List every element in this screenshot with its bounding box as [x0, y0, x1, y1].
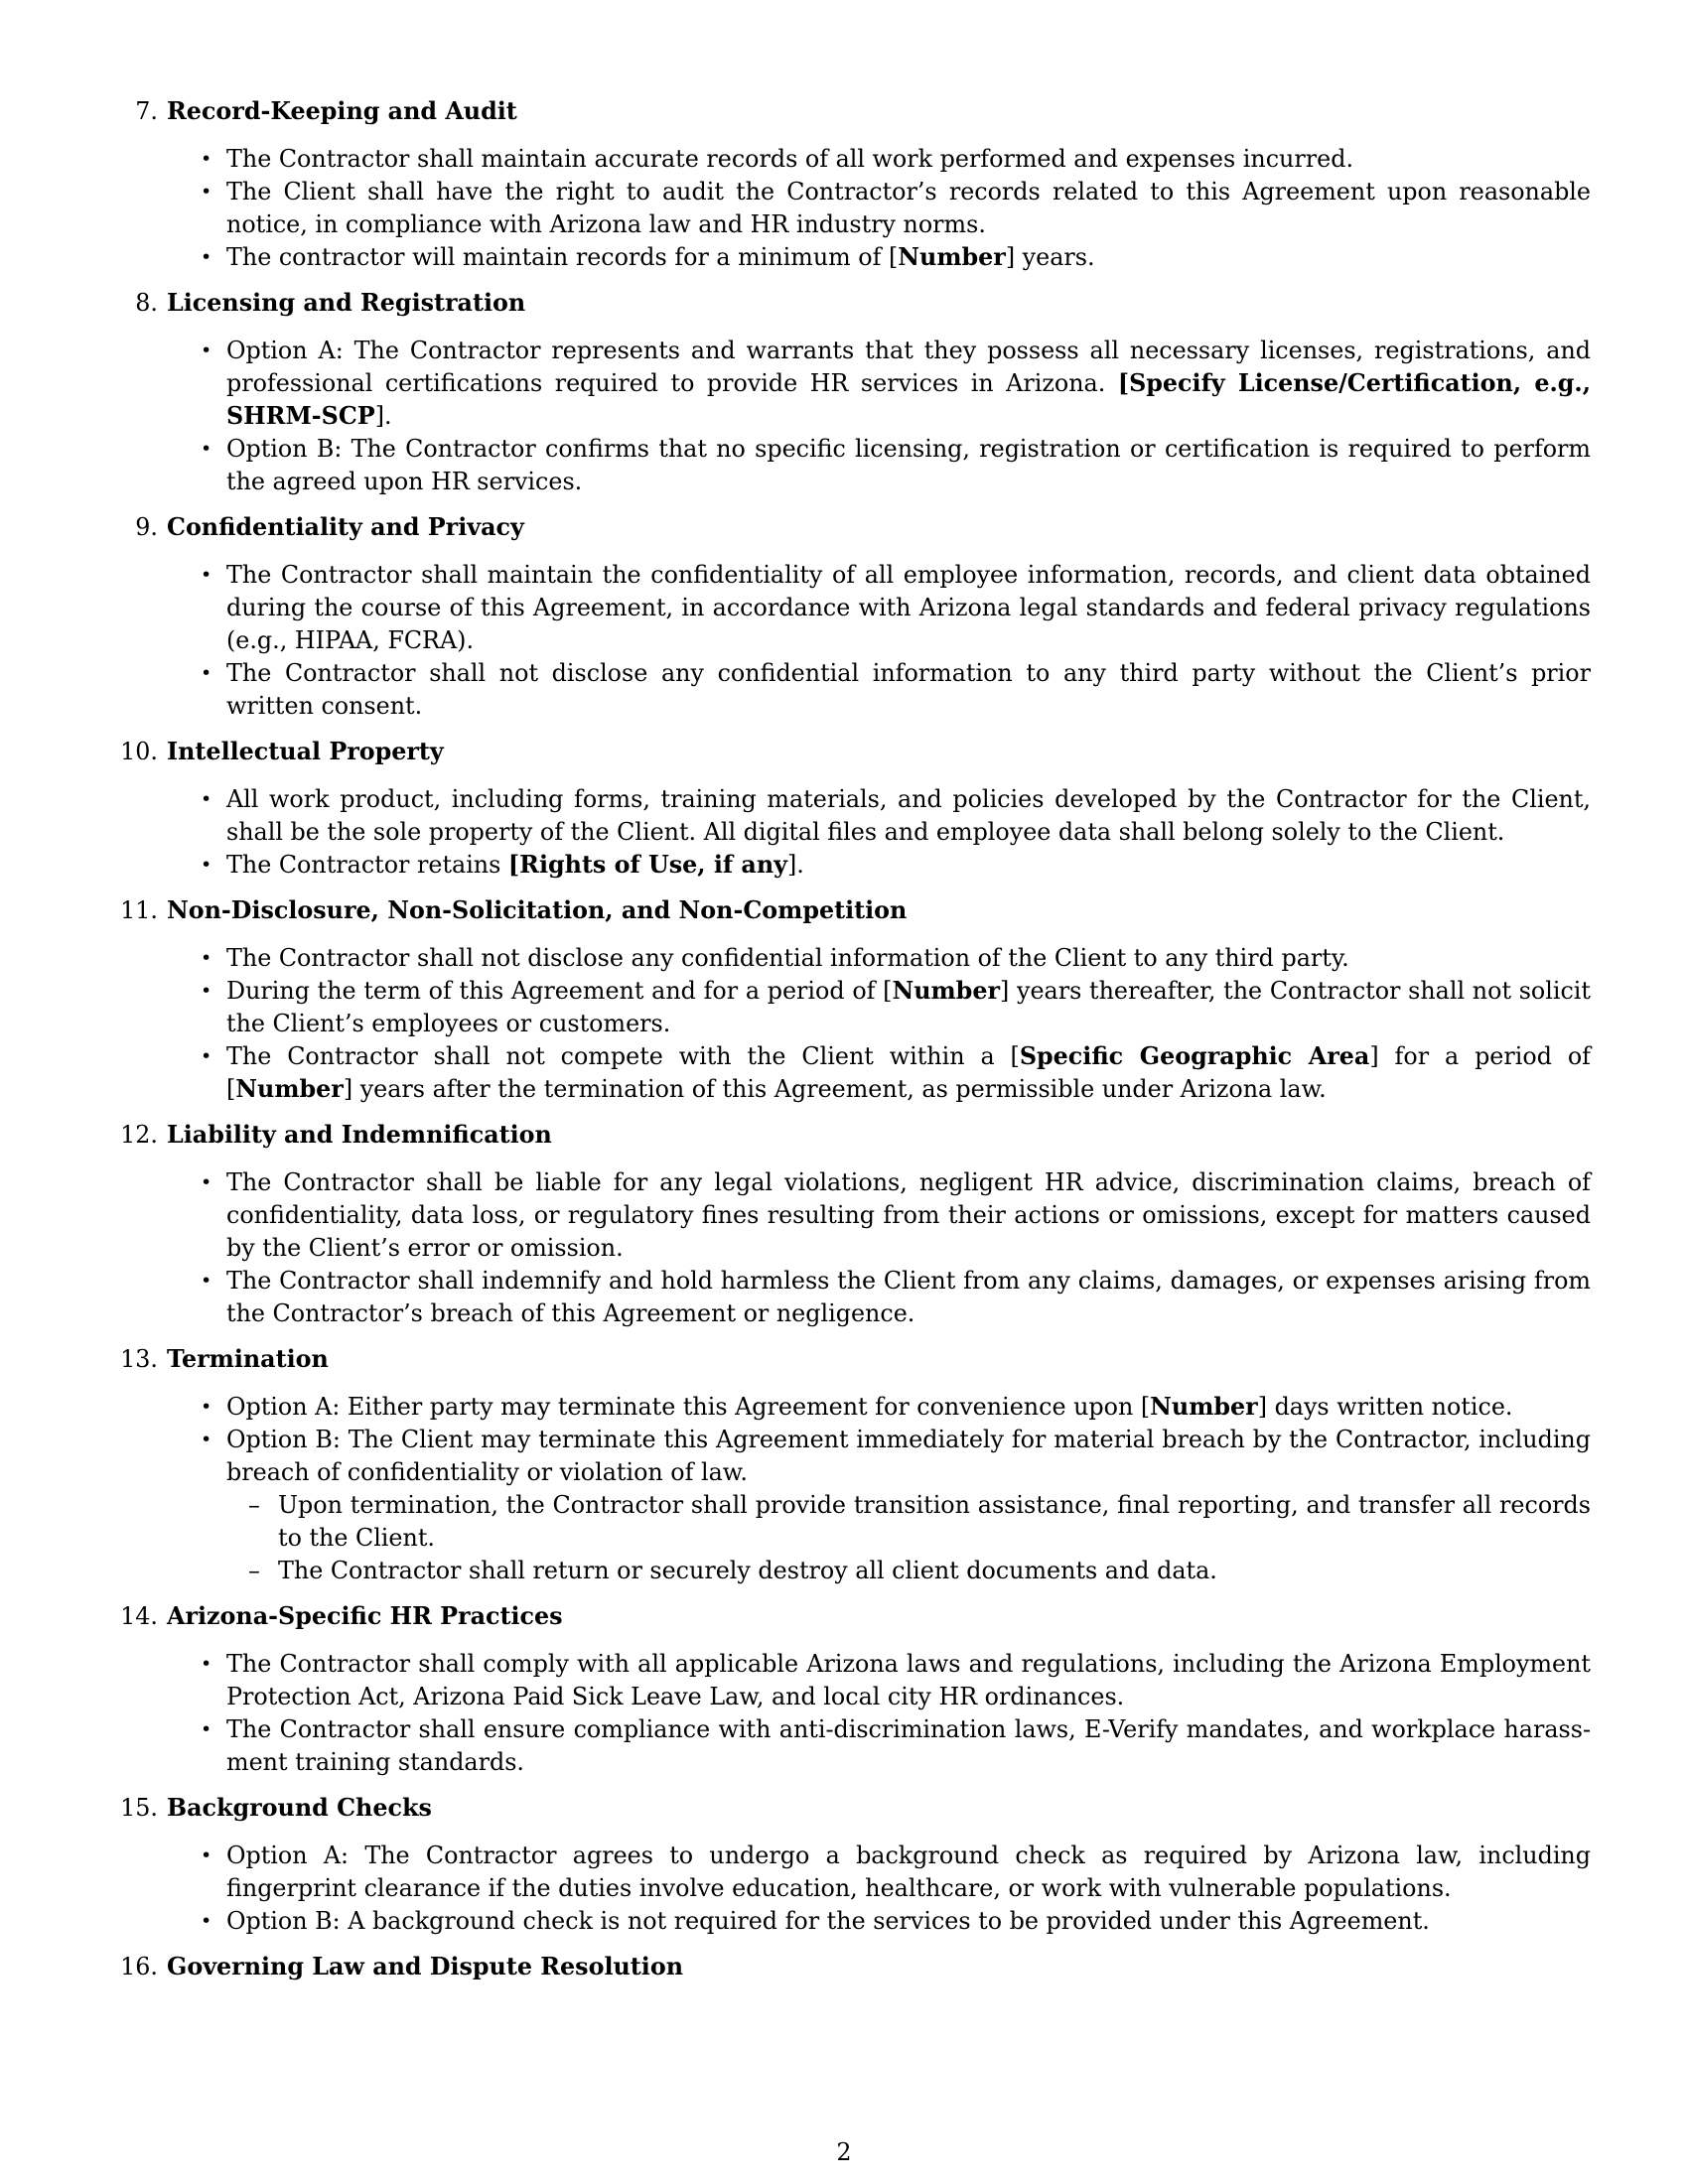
item-text: ] days written notice. — [1257, 1393, 1513, 1421]
list-item — [201, 657, 1591, 723]
list-item — [201, 241, 1591, 274]
list-item — [201, 559, 1591, 657]
emphasized-placeholder: Specific Geographic Area — [1019, 1042, 1370, 1070]
item-text: Option A: The Contractor represents and warrants that they possess all necessary licenses, registrations, and professional certifications required to provide HR services in Arizona. — [226, 337, 1591, 397]
emphasized-placeholder: Number — [1150, 1393, 1258, 1421]
section-heading — [120, 1119, 1591, 1152]
section-number: 14. — [120, 1602, 158, 1630]
bullet-icon: • — [201, 181, 212, 203]
section-number: 7. — [135, 97, 158, 125]
bullet-list — [167, 783, 1591, 882]
item-text: Option B: A background check is not required for the services to be provided under this Agreement. — [226, 1907, 1430, 1935]
bullet-list — [167, 1166, 1591, 1330]
section-heading — [120, 1600, 1591, 1633]
document-body — [120, 95, 1591, 1998]
bullet-icon: • — [201, 854, 212, 876]
emphasized-placeholder: [Rights of Use, if any — [507, 851, 787, 879]
section — [135, 287, 1591, 498]
bullet-list — [167, 559, 1591, 723]
bullet-icon: • — [201, 980, 212, 1002]
emphasized-placeholder: Number — [898, 243, 1006, 271]
bullet-icon: • — [201, 148, 212, 170]
section — [120, 1343, 1591, 1587]
item-text: The Contractor shall ensure compliance with anti-discrimination laws, E-Verify mandates, and workplace harass-ment training standards. — [226, 1715, 1591, 1776]
item-text: Option A: Either party may terminate this Agreement for convenience upon [ — [226, 1393, 1151, 1421]
emphasized-placeholder: [Specify License/Certification, e.g., SHRM-SCP — [226, 369, 1591, 430]
section — [120, 736, 1591, 882]
item-text: Option B: The Contractor confirms that no specific licensing, registration or certification is required to perform the agreed upon HR services. — [226, 435, 1591, 495]
section — [120, 1600, 1591, 1779]
bullet-list — [167, 1391, 1591, 1587]
list-item — [201, 143, 1591, 176]
list-item — [201, 849, 1591, 882]
item-text: ]. — [374, 402, 392, 430]
section — [120, 1119, 1591, 1330]
bullet-icon: • — [201, 1045, 212, 1067]
list-item — [201, 1713, 1591, 1779]
bullet-icon: • — [201, 1171, 212, 1193]
section-title: Governing Law and Dispute Resolution — [167, 1953, 683, 1980]
section-heading — [135, 287, 1591, 320]
section-heading — [120, 1792, 1591, 1825]
list-item — [201, 1391, 1591, 1424]
section-heading — [120, 736, 1591, 768]
section-title: Liability and Indemnification — [167, 1121, 552, 1149]
section-heading — [135, 511, 1591, 544]
list-item — [201, 1648, 1591, 1713]
section-number: 8. — [135, 289, 158, 317]
item-text: The Contractor shall not disclose any confidential information of the Client to any third party. — [226, 944, 1349, 972]
sub-list — [226, 1489, 1591, 1587]
item-text: ] for a period of [ — [226, 1042, 1591, 1103]
section-number: 15. — [120, 1794, 158, 1822]
section — [135, 511, 1591, 723]
bullet-list — [167, 1648, 1591, 1779]
sub-item-text: The Contractor shall return or securely destroy all client documents and data. — [278, 1557, 1217, 1584]
section-heading — [120, 1343, 1591, 1376]
item-text: The Client shall have the right to audit the Contractor’s records related to this Agreement upon reasonable notice, in compliance with Arizona law and HR industry norms. — [226, 178, 1591, 238]
bullet-icon: • — [201, 947, 212, 969]
list-item — [201, 1905, 1591, 1938]
section-number: 10. — [120, 738, 158, 765]
section-number: 13. — [120, 1345, 158, 1373]
sub-list-item — [248, 1489, 1591, 1555]
item-text: Option A: The Contractor agrees to undergo a background check as required by Arizona law, including fingerprint clearance if the duties involve education, healthcare, or work with vulnerable populations. — [226, 1842, 1591, 1902]
item-text: The Contractor shall indemnify and hold harmless the Client from any claims, damages, or expenses arising from the Contractor’s breach of this Agreement or negligence. — [226, 1267, 1591, 1327]
bullet-icon: • — [201, 340, 212, 361]
section-title: Confidentiality and Privacy — [167, 513, 524, 541]
item-text: The Contractor retains — [226, 851, 508, 879]
bullet-icon: • — [201, 564, 212, 586]
sub-list-item — [248, 1555, 1591, 1587]
section-title: Record-Keeping and Audit — [167, 97, 517, 125]
bullet-list — [167, 143, 1591, 274]
list-item — [201, 1424, 1591, 1587]
emphasized-placeholder: Number — [892, 977, 1001, 1005]
section-title: Termination — [167, 1345, 329, 1373]
item-text: The Contractor shall be liable for any legal violations, negligent HR advice, discrimination claims, breach of confidentiality, data loss, or regulatory fines resulting from their actions or omissions, except for matters caused by the Client’s error or omission. — [226, 1168, 1591, 1262]
item-text: Option B: The Client may terminate this Agreement immediately for material breach by the Contractor, including breach of confidentiality or violation of law. — [226, 1426, 1591, 1486]
bullet-list — [167, 942, 1591, 1106]
bullet-icon: • — [201, 1718, 212, 1740]
bullet-icon: • — [201, 438, 212, 460]
bullet-icon: • — [201, 1844, 212, 1866]
section-number: 11. — [120, 896, 158, 924]
list-item — [201, 433, 1591, 498]
dash-icon: – — [248, 1557, 260, 1584]
list-item — [201, 335, 1591, 433]
section-heading — [120, 1951, 1591, 1983]
item-text: ]. — [786, 851, 804, 879]
list-item — [201, 1040, 1591, 1106]
bullet-icon: • — [201, 1270, 212, 1292]
list-item — [201, 1840, 1591, 1905]
list-item — [201, 1265, 1591, 1330]
section-number: 12. — [120, 1121, 158, 1149]
item-text: ] years after the termination of this Agreement, as permissible under Arizona law. — [343, 1075, 1327, 1103]
list-item — [201, 176, 1591, 241]
item-text: All work product, including forms, training materials, and policies developed by the Contractor for the Client, shall be the sole property of the Client. All digital files and employee data shall belong solely to the Client. — [226, 785, 1591, 846]
item-text: During the term of this Agreement and for a period of [ — [226, 977, 893, 1005]
page-number: 2 — [836, 2138, 852, 2166]
section — [120, 1792, 1591, 1938]
list-item — [201, 942, 1591, 975]
section-heading — [135, 95, 1591, 128]
section-number: 9. — [135, 513, 158, 541]
item-text: The Contractor shall not compete with the Client within a [ — [226, 1042, 1020, 1070]
item-text: The Contractor shall maintain accurate records of all work performed and expenses incurred. — [226, 145, 1354, 173]
section-title: Intellectual Property — [167, 738, 444, 765]
list-item — [201, 783, 1591, 849]
section-title: Licensing and Registration — [167, 289, 526, 317]
section — [120, 894, 1591, 1106]
bullet-icon: • — [201, 1653, 212, 1675]
bullet-icon: • — [201, 1396, 212, 1418]
item-text: ] years thereafter, the Contractor shall not solicit the Client’s employees or customers. — [226, 977, 1591, 1037]
item-text: The Contractor shall comply with all applicable Arizona laws and regulations, including the Arizona Employment Protection Act, Arizona Paid Sick Leave Law, and local city HR ordinances. — [226, 1650, 1591, 1710]
list-item — [201, 1166, 1591, 1265]
item-text: ] years. — [1005, 243, 1095, 271]
list-item — [201, 975, 1591, 1040]
section — [120, 1951, 1591, 1983]
bullet-list — [167, 1840, 1591, 1938]
bullet-icon: • — [201, 662, 212, 684]
bullet-icon: • — [201, 1910, 212, 1932]
section-title: Arizona-Specific HR Practices — [167, 1602, 563, 1630]
section-heading — [120, 894, 1591, 927]
item-text: The Contractor shall not disclose any confidential information to any third party without the Client’s prior written consent. — [226, 659, 1591, 720]
section-number: 16. — [120, 1953, 158, 1980]
item-text: The Contractor shall maintain the confidentiality of all employee information, records, and client data obtained during the course of this Agreement, in accordance with Arizona legal standards and federal privacy regulations (e.g., HIPAA, FCRA). — [226, 561, 1591, 654]
bullet-icon: • — [201, 788, 212, 810]
emphasized-placeholder: Number — [235, 1075, 344, 1103]
dash-icon: – — [248, 1491, 260, 1519]
section-title: Non-Disclosure, Non-Solicitation, and Non-Competition — [167, 896, 908, 924]
item-text: The contractor will maintain records for a minimum of [ — [226, 243, 899, 271]
section-title: Background Checks — [167, 1794, 432, 1822]
bullet-icon: • — [201, 246, 212, 268]
section — [135, 95, 1591, 274]
bullet-icon: • — [201, 1429, 212, 1450]
sub-item-text: Upon termination, the Contractor shall provide transition assistance, final reporting, and transfer all records to the Client. — [278, 1491, 1591, 1552]
bullet-list — [167, 335, 1591, 498]
